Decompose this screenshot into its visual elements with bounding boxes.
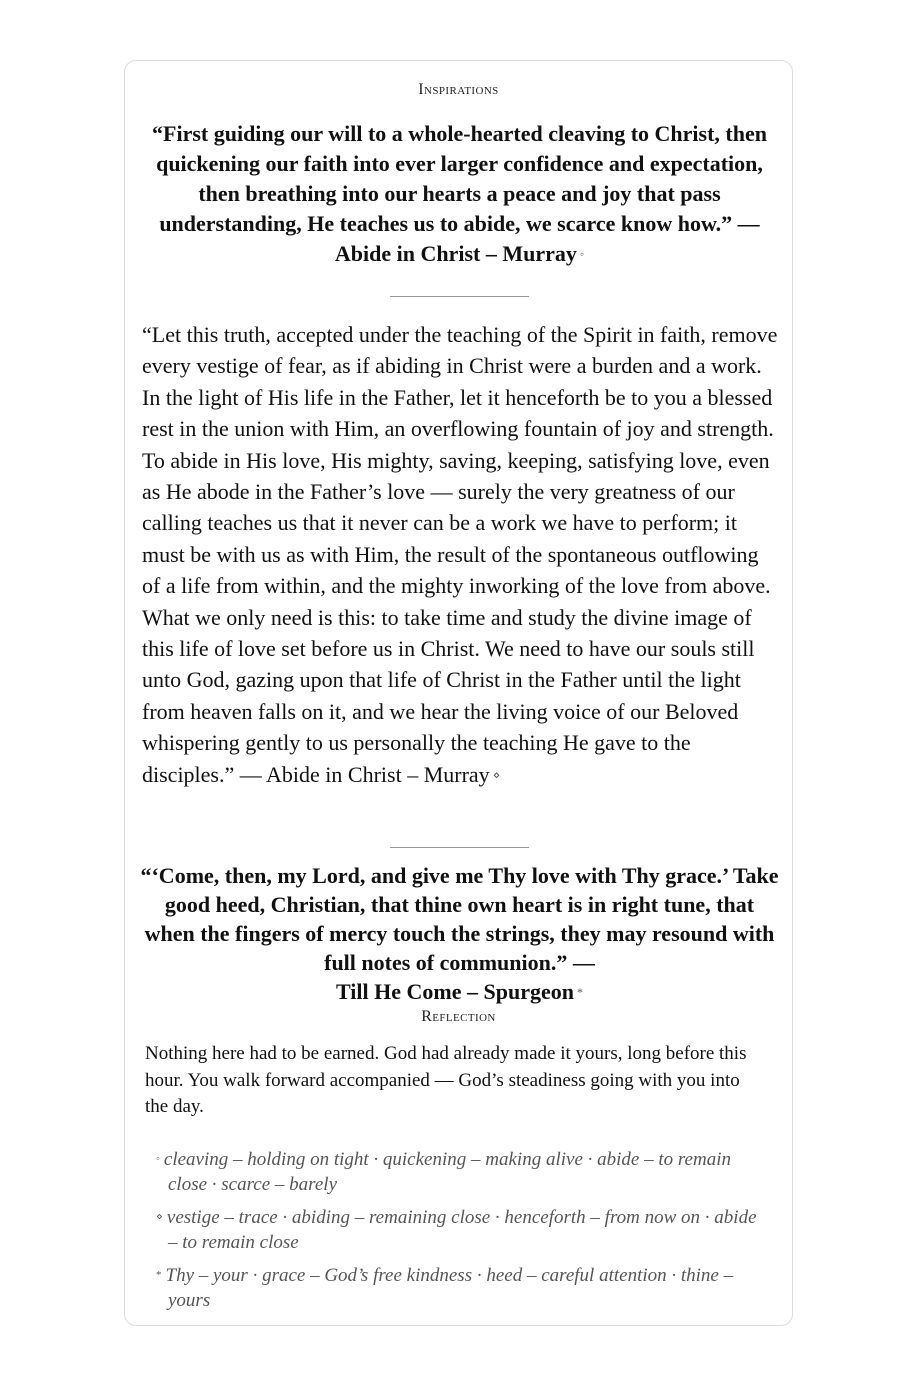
divider — [390, 296, 529, 297]
quote-text: “‘Come, then, my Lord, and give me Thy love with Thy grace.’ Take good heed, Christian, that thine own heart is in right tune, that when the fingers of mercy touch the strings, they may resound with full notes of communion.” — — [140, 863, 779, 975]
footnote-marker-asterisk: * — [576, 985, 583, 999]
quote-text: “First guiding our will to a whole-hearted cleaving to Christ, then quickening our faith into ever larger confidence and expectation, then breathing into our hearts a peace and joy that pass understanding, He teaches us to abide, we scarce know how.” — Abide in Christ – Murray — [152, 121, 767, 266]
quote-spurgeon — [139, 861, 780, 1007]
quote-text: “Let this truth, accepted under the teaching of the Spirit in faith, remove every vestige of fear, as if abiding in Christ were a burden and a work. In the light of His life in the Father, let it henceforth be to you a blessed rest in the union with Him, an overflowing fountain of joy and strength. To abide in His love, His mighty, saving, keeping, satisfying love, even as He abode in the Father’s love — surely the very greatness of our calling teaches us that it never can be a work we have to perform; it must be with us as with Him, the result of the spontaneous outflowing of a life from within, and the mighty inworking of the love from above. What we only need is this: to take time and study the divine image of this life of love set before us in Christ. We need to have our souls still unto God, gazing upon that life of Christ in the Father until the light from heaven falls on it, and we hear the living voice of our Beloved whispering gently to us personally the teaching He gave to the disciples.” — Abide in Christ – Murray — [142, 322, 778, 787]
inspirations-heading: Inspirations — [418, 81, 499, 98]
footnote-marker-diamond: ⋄ — [492, 767, 501, 782]
glossary-text: Thy – your · grace – God’s free kindness · heed – careful attention · thine – yours — [165, 1265, 734, 1311]
footnote-marker-diamond: ⋄ — [156, 1211, 163, 1223]
footnote-marker-circle: ◦ — [156, 1153, 160, 1165]
glossary-text: vestige – trace · abiding – remaining close · henceforth – from now on · abide – to remain close — [166, 1207, 757, 1253]
quote-murray-2 — [142, 319, 782, 791]
footnote-marker-circle: ◦ — [579, 247, 585, 261]
devotional-card — [124, 60, 793, 1326]
footnote-marker-asterisk: * — [156, 1269, 162, 1281]
quote-murray-1 — [147, 119, 772, 269]
reflection-heading: Reflection — [421, 1008, 496, 1025]
glossary-entry — [145, 1263, 770, 1313]
glossary-text: cleaving – holding on tight · quickening – making alive · abide – to remain close · scarce – barely — [163, 1149, 731, 1195]
divider — [390, 847, 529, 848]
glossary-entry — [145, 1147, 770, 1197]
quote-attribution: Till He Come – Spurgeon — [336, 979, 574, 1004]
reflection-text: Nothing here had to be earned. God had already made it yours, long before this hour. You walk forward accompanied — God’s steadiness going with you into the day. — [145, 1043, 747, 1117]
glossary-entry — [145, 1205, 770, 1255]
